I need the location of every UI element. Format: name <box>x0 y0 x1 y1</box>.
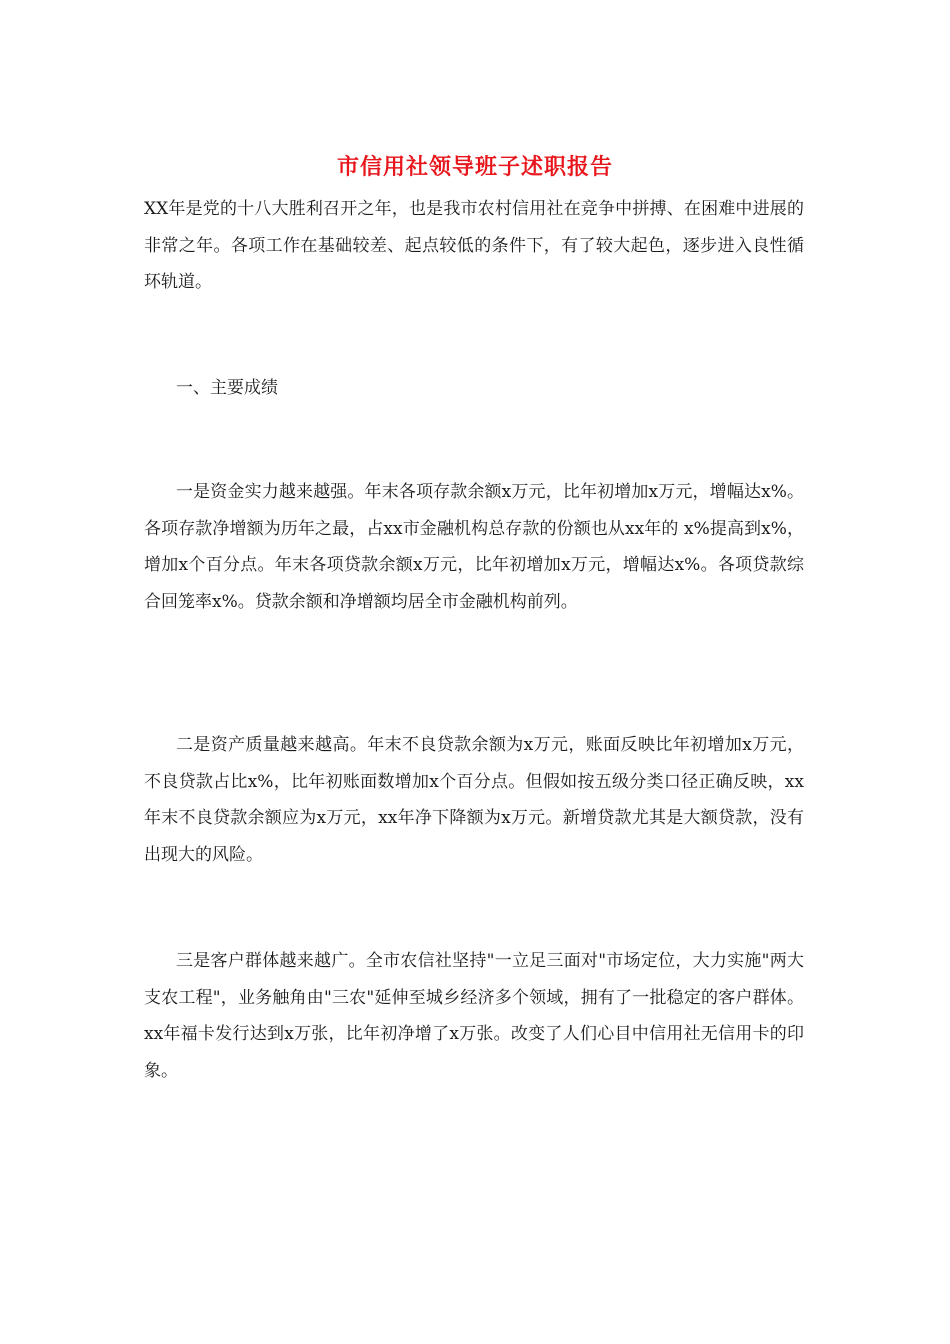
body-paragraph-1: 一是资金实力越来越强。年末各项存款余额x万元，比年初增加x万元，增幅达x%。各项存款净增额为历年之最，占xx市金融机构总存款的份额也从xx年的 x%提高到x%，增加x个百分点。年末各项贷款余额x万元，比年初增加x万元，增幅达x%。各项贷款综合回笼率x%。贷款余额和净增额均居全市金融机构前列。 <box>144 482 804 612</box>
body-paragraph-3: 三是客户群体越来越广。全市农信社坚持"一立足三面对"市场定位，大力实施"两大支农工程"，业务触角由"三农"延伸至城乡经济多个领域，拥有了一批稳定的客户群体。xx年福卡发行达到x万张，比年初净增了x万张。改变了人们心目中信用社无信用卡的印象。 <box>144 951 804 1081</box>
section-heading: 一、主要成绩 <box>176 378 278 398</box>
body-paragraph-2: 二是资产质量越来越高。年末不良贷款余额为x万元，账面反映比年初增加x万元，不良贷款占比x%，比年初账面数增加x个百分点。但假如按五级分类口径正确反映，xx年末不良贷款余额应为x万元，xx年净下降额为x万元。新增贷款尤其是大额贷款，没有出现大的风险。 <box>144 735 804 865</box>
intro-paragraph: XX年是党的十八大胜利召开之年，也是我市农村信用社在竞争中拼搏、在困难中进展的非常之年。各项工作在基础较差、起点较低的条件下，有了较大起色，逐步进入良性循环轨道。 <box>144 199 804 292</box>
document-title: 市信用社领导班子述职报告 <box>336 155 613 180</box>
